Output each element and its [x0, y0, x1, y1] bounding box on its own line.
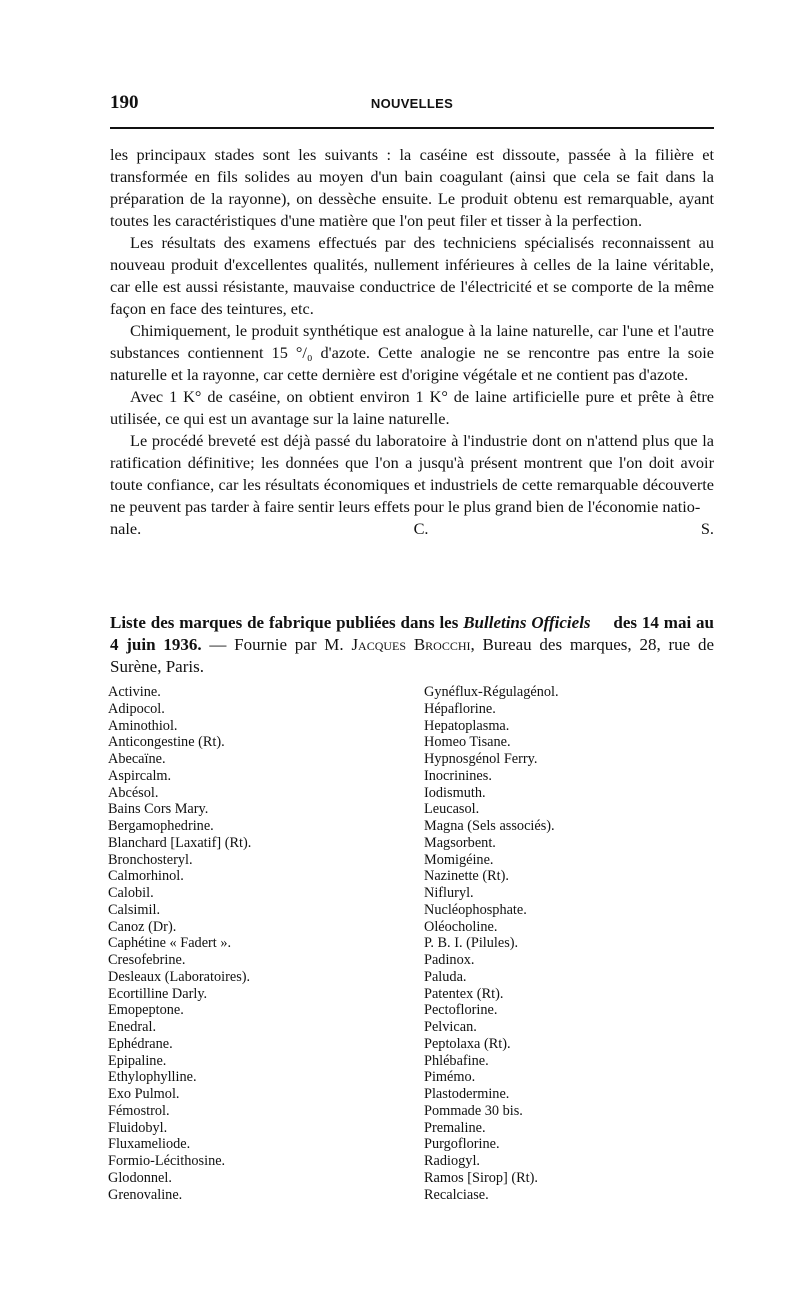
trademark-item: Purgoflorine. — [424, 1136, 500, 1153]
trademark-item: Fluidobyl. — [108, 1119, 168, 1136]
trademark-item: Activine. — [108, 684, 161, 700]
trademark-item: Caphétine « Fadert ». — [108, 935, 232, 952]
trademark-item: Cresofebrine. — [108, 952, 186, 968]
trademark-item: Ephédrane. — [108, 1035, 173, 1052]
article-paragraph: Avec 1 K° de caséine, on obtient environ 1 K° de laine artificielle pure et prête à être utilisée, ce qui est un avantage sur la laine naturelle. — [110, 387, 714, 428]
trademark-item: Peptolaxa (Rt). — [424, 1035, 511, 1052]
trademark-item: Magsorbent. — [424, 834, 496, 851]
trademark-item: Exo Pulmol. — [108, 1086, 180, 1102]
trademark-item: Hepatoplasma. — [424, 717, 510, 734]
heading-rest: — Fournie par M. — [209, 635, 344, 654]
page-number: 190 — [110, 92, 139, 113]
trademark-item: Epipaline. — [108, 1052, 167, 1069]
trademark-item: Gynéflux-Régulagénol. — [424, 684, 559, 700]
trademark-item: Hépaflorine. — [424, 700, 496, 717]
trademark-item: Patentex (Rt). — [424, 985, 504, 1002]
trademark-item: Paluda. — [424, 968, 467, 985]
trademark-item: Blanchard [Laxatif] (Rt). — [108, 834, 252, 851]
trademark-item: Aspircalm. — [108, 767, 172, 784]
article-paragraph: Les résultats des examens effectués par des techniciens spécialisés reconnaissent au nouveau produit d'excellentes qualités, nullement inférieures à celles de la laine véritable, car elle est aussi résistante, mauvaise conductrice de l'électricité et se comporte de la même façon en face des teintures, etc. — [110, 233, 714, 318]
trademark-item: Nifluryl. — [424, 885, 474, 901]
trademark-item: Emopeptone. — [108, 1002, 184, 1019]
trademark-column-left — [108, 684, 251, 1203]
article-paragraph: Chimiquement, le produit synthétique est analogue à la laine naturelle, car l'une et l'autre substances contiennent 15 °/₀ d'azote. Cette analogie ne se rencontre pas entre la soie naturelle et la rayonne, car cette dernière est d'origine végétale et ne contient pas d'azote. — [110, 321, 714, 384]
article-paragraph: Le procédé breveté est déjà passé du laboratoire à l'industrie dont on n'attend plus que la ratification définitive; les données que l'on a jusqu'à présent montrent que l'on doit avoir toute confiance, car les résultats économiques et industriels de cette remarquable découverte ne peuvent pas tarder à faire sentir leurs effets pour le plus grand bien de l'économie natio- — [110, 431, 714, 516]
trademark-item: Recalciase. — [424, 1186, 489, 1203]
trademark-item: Grenovaline. — [108, 1186, 183, 1203]
trademark-item: Hypnosgénol Ferry. — [424, 751, 538, 767]
trademark-item: Desleaux (Laboratoires). — [108, 968, 251, 985]
trademark-item: P. B. I. (Pilules). — [424, 935, 519, 952]
trademark-item: Radiogyl. — [424, 1153, 480, 1169]
running-head — [110, 92, 714, 116]
running-title: NOUVELLES — [370, 96, 454, 111]
trademark-item: Momigéine. — [424, 851, 494, 868]
article-final-word: nale. — [110, 519, 142, 538]
trademark-item: Iodismuth. — [424, 784, 486, 801]
trademark-item: Nazinette (Rt). — [424, 868, 509, 885]
article-body — [110, 144, 714, 540]
trademark-item: Plastodermine. — [424, 1086, 510, 1102]
trademark-item: Oléocholine. — [424, 918, 498, 935]
trademark-item: Fémostrol. — [108, 1102, 170, 1119]
trademark-item: Inocrinines. — [424, 767, 492, 784]
trademark-item: Leucasol. — [424, 801, 480, 818]
trademark-item: Fluxameliode. — [108, 1136, 191, 1153]
article-paragraph: les principaux stades sont les suivants : la caséine est dissoute, passée à la filière et transformée en fils solides au moyen d'un bain coagulant (ainsi que cela se fait dans la préparation de la rayonne), on dessèche ensuite. Le produit obtenu est remarquable, ayant toutes les caractéristiques d'une matière que l'on peut filer et tisser à la perfection. — [110, 145, 714, 230]
trademark-item: Nucléophosphate. — [424, 901, 527, 918]
trademark-item: Anticongestine (Rt). — [108, 734, 225, 751]
header-rule — [110, 127, 714, 129]
trademark-item: Magna (Sels associés). — [424, 818, 555, 834]
trademark-item: Pommade 30 bis. — [424, 1102, 523, 1119]
trademark-item: Pimémo. — [424, 1069, 476, 1086]
heading-person: Jacques Brocchi — [351, 635, 471, 654]
trademark-item: Aminothiol. — [108, 717, 178, 734]
heading-bulletin: Bulletins Officiels — [463, 613, 591, 632]
trademark-item: Bronchosteryl. — [108, 851, 193, 868]
trademark-item: Pelvican. — [424, 1019, 477, 1035]
trademark-item: Padinox. — [424, 952, 475, 968]
trademark-item: Adipocol. — [108, 700, 165, 717]
trademark-item: Bains Cors Mary. — [108, 801, 209, 818]
article-closing-line — [110, 518, 714, 540]
heading-rest2: , Bureau des marques, 28, rue de Surène, Paris. — [110, 635, 714, 676]
trademark-item: Glodonnel. — [108, 1169, 172, 1186]
trademark-item: Bergamophedrine. — [108, 818, 214, 834]
trademark-item: Canoz (Dr). — [108, 918, 177, 935]
trademark-item: Ecortilline Darly. — [108, 985, 208, 1002]
trademark-list-heading — [110, 612, 714, 678]
trademark-item: Ramos [Sirop] (Rt). — [424, 1169, 538, 1186]
trademark-item: Abcésol. — [108, 784, 159, 801]
trademark-item: Calsimil. — [108, 901, 161, 918]
article-signature: C. S. — [413, 519, 714, 538]
trademark-column-right — [424, 684, 559, 1203]
trademark-item: Pectoflorine. — [424, 1002, 498, 1019]
trademark-item: Formio-Lécithosine. — [108, 1153, 226, 1169]
trademark-item: Calmorhinol. — [108, 868, 184, 885]
heading-dates: des 14 mai au 4 juin 1936. — [110, 613, 714, 654]
trademark-item: Premaline. — [424, 1119, 486, 1136]
heading-lead: Liste des marques de fabrique publiées dans les — [110, 613, 459, 632]
trademark-item: Homeo Tisane. — [424, 734, 511, 751]
trademark-item: Phlébafine. — [424, 1052, 489, 1069]
trademark-item: Ethylophylline. — [108, 1069, 197, 1086]
trademark-item: Calobil. — [108, 885, 154, 901]
trademark-item: Abecaïne. — [108, 751, 166, 767]
trademark-item: Enedral. — [108, 1019, 157, 1035]
